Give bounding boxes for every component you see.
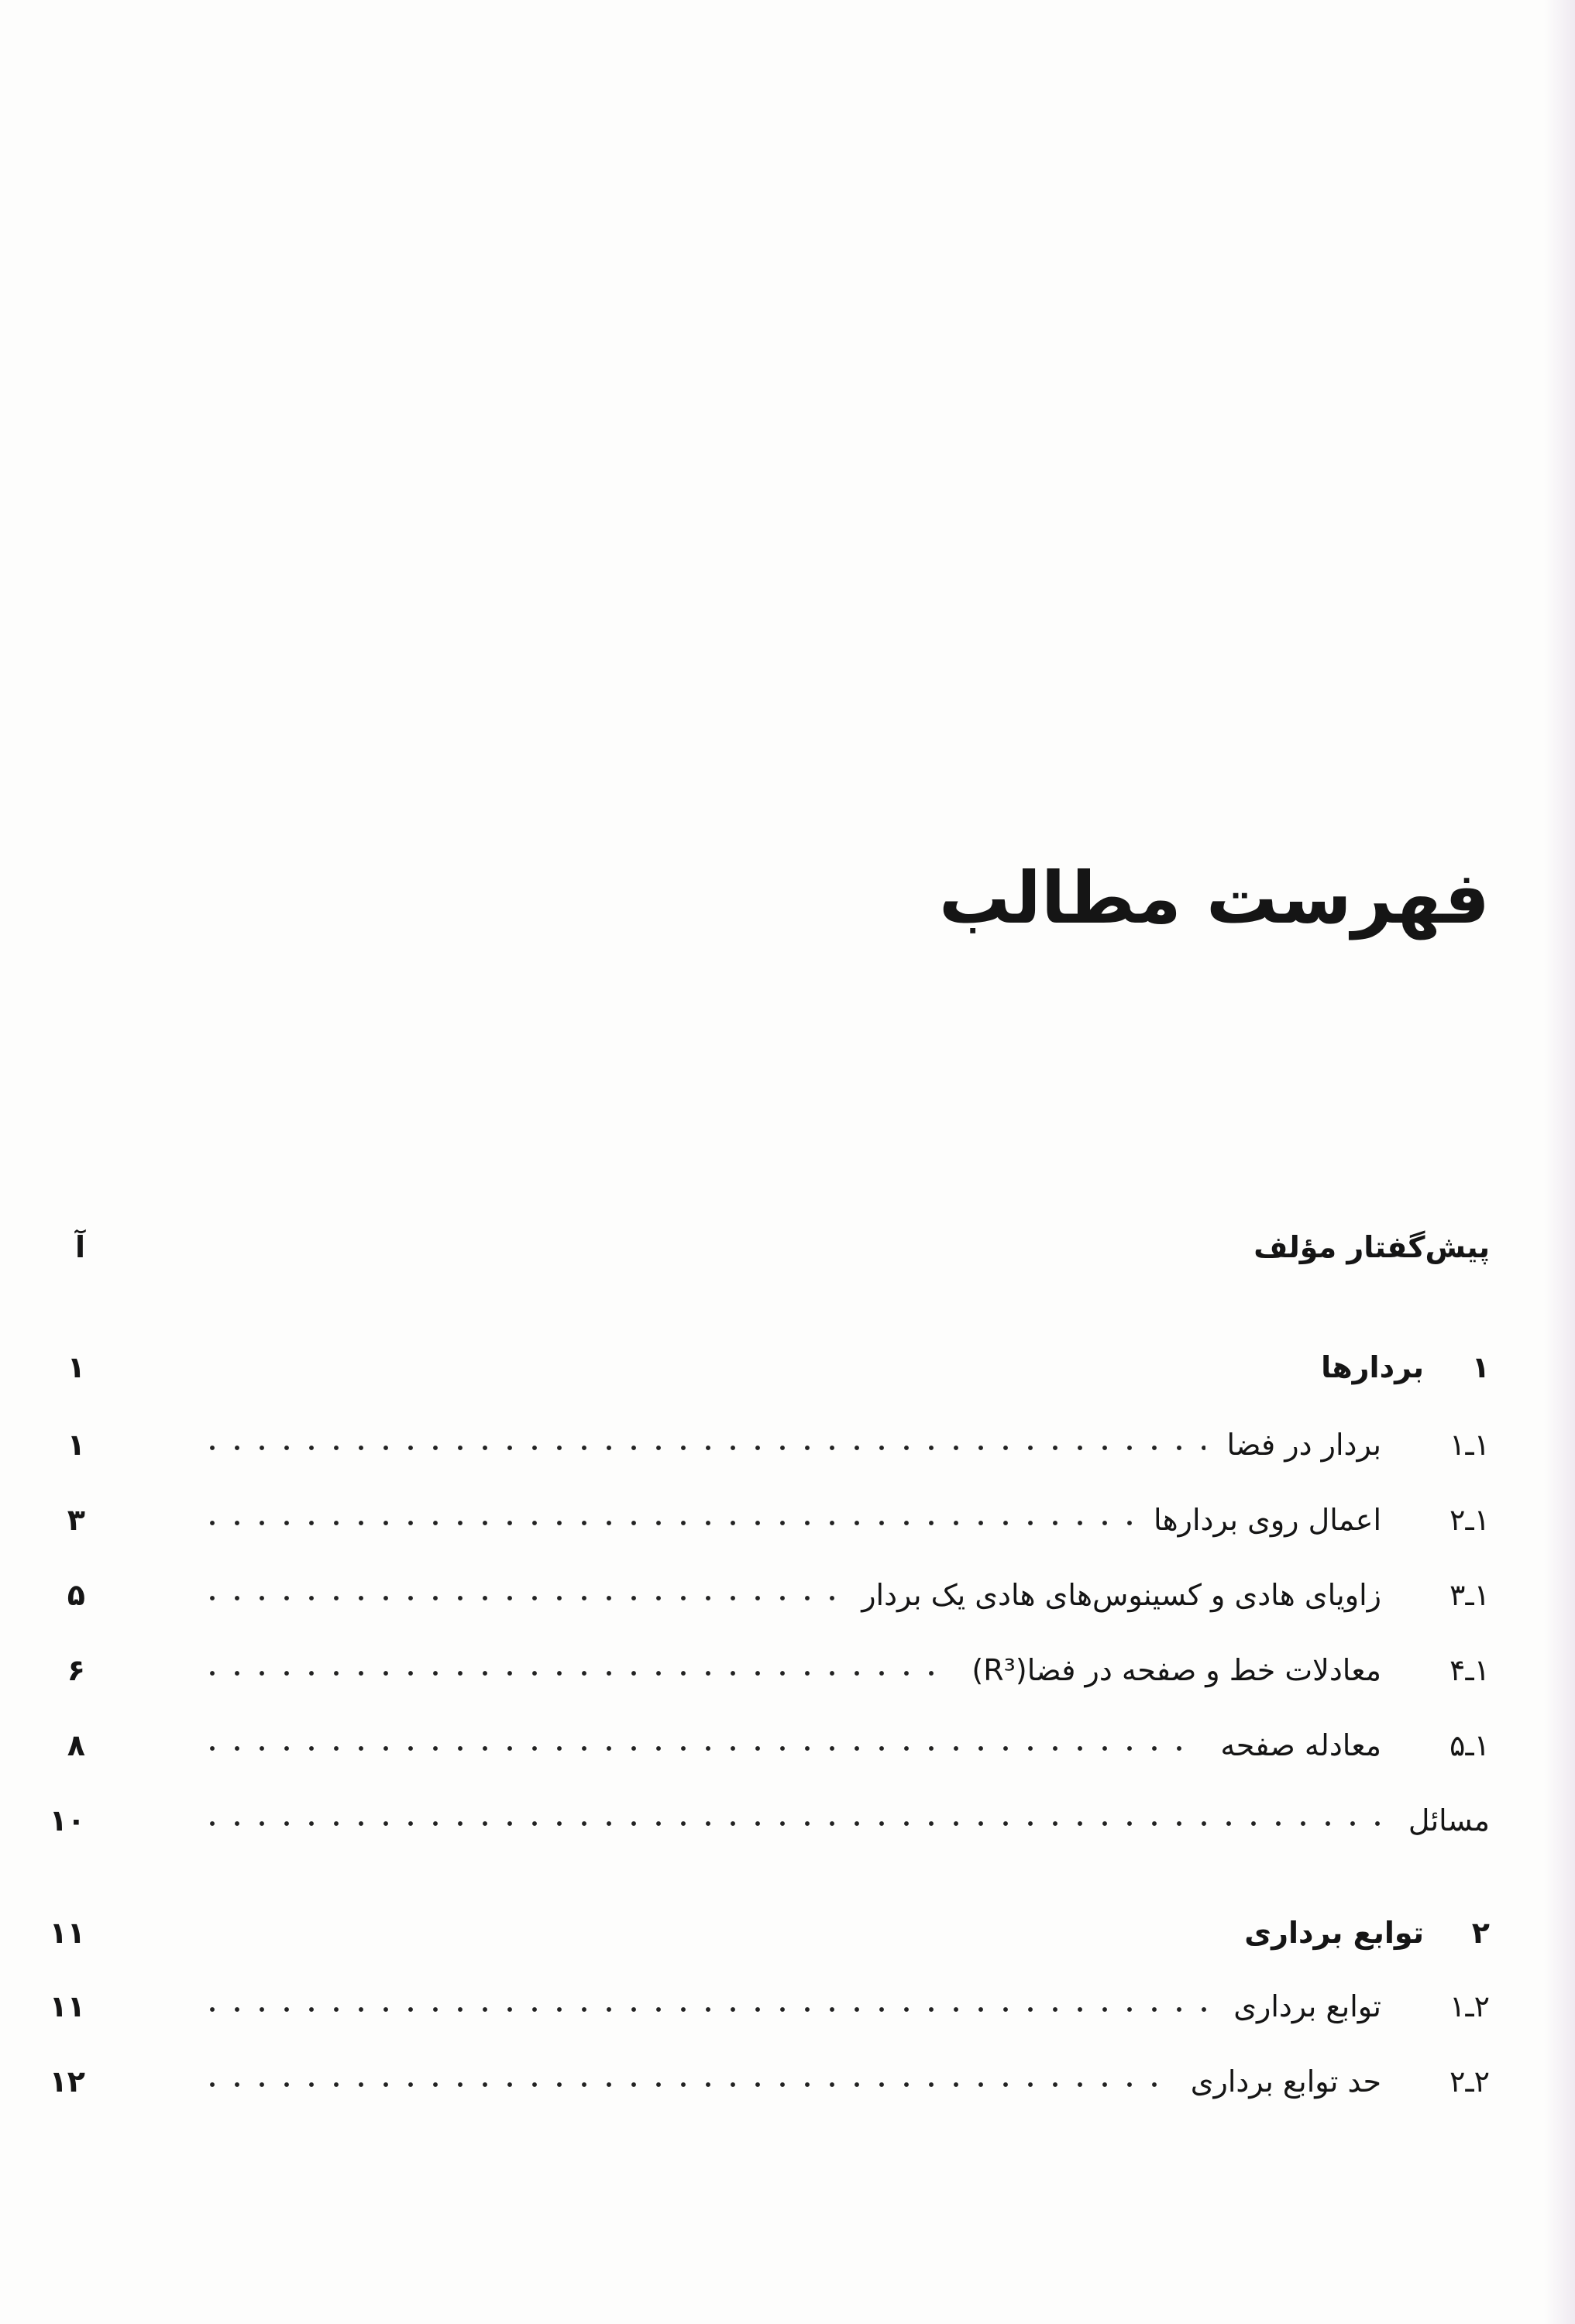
- section-title: زاویای هادی و کسینوس‌های هادی یک بردار: [861, 1578, 1381, 1612]
- toc-chapter-2[interactable]: [163, 1906, 1490, 1960]
- section-title: معادلات خط و صفحه در فضا(R³): [971, 1653, 1381, 1687]
- toc-page-number: ۸: [67, 1728, 85, 1762]
- section-number: ۲ـ۱: [1449, 1989, 1490, 2023]
- toc-section-1-1[interactable]: [163, 1418, 1490, 1472]
- toc-section-2-2[interactable]: [163, 2054, 1490, 2109]
- toc-page-number: ۳: [67, 1503, 85, 1537]
- chapter-title: بردارها: [1321, 1350, 1424, 1384]
- toc-page-number: ۱: [67, 1350, 85, 1384]
- toc-page-number: آ: [74, 1230, 85, 1264]
- dot-leader: [200, 1745, 1198, 1752]
- toc-page-number: ۱۲: [49, 2064, 85, 2099]
- section-title: توابع برداری: [1233, 1989, 1381, 2023]
- section-number: ۱ـ۱: [1449, 1428, 1490, 1462]
- toc-section-1-4[interactable]: [163, 1643, 1490, 1697]
- section-title: معادله صفحه: [1220, 1728, 1381, 1762]
- dot-leader: [200, 1820, 1387, 1827]
- toc-section-1-3[interactable]: [163, 1568, 1490, 1622]
- section-number: ۱ـ۵: [1449, 1728, 1490, 1762]
- section-number: ۱ـ۲: [1449, 1503, 1490, 1537]
- chapter-number: ۲: [1471, 1916, 1490, 1950]
- section-title: اعمال روی بردارها: [1154, 1503, 1381, 1537]
- dot-leader: [200, 2006, 1212, 2013]
- toc-entry-label: پیش‌گفتار مؤلف: [1253, 1230, 1490, 1264]
- chapter-number: ۱: [1471, 1350, 1490, 1384]
- dot-leader: [200, 1670, 950, 1676]
- section-title: بردار در فضا: [1226, 1428, 1381, 1462]
- dot-leader: [200, 2082, 1169, 2088]
- toc-section-2-1[interactable]: [163, 1979, 1490, 2033]
- section-number: ۱ـ۳: [1449, 1578, 1490, 1612]
- dot-leader: [200, 1445, 1205, 1451]
- toc-entry-preface[interactable]: [163, 1220, 1490, 1274]
- toc-problems-1[interactable]: [163, 1793, 1490, 1848]
- toc-page-number: ۶: [67, 1653, 85, 1687]
- toc-page-number: ۵: [67, 1578, 85, 1612]
- dot-leader: [200, 1520, 1132, 1526]
- dot-leader: [200, 1595, 840, 1601]
- toc-page-number: ۱۰: [49, 1803, 85, 1838]
- page-title: فهرست مطالب: [938, 857, 1490, 940]
- toc-section-1-5[interactable]: [163, 1718, 1490, 1772]
- section-number: ۱ـ۴: [1449, 1653, 1490, 1687]
- toc-page-number: ۱: [67, 1428, 85, 1462]
- toc-page-number: ۱۱: [49, 1989, 85, 2023]
- problems-label: مسائل: [1408, 1803, 1490, 1838]
- section-number: ۲ـ۲: [1449, 2064, 1490, 2099]
- toc-chapter-1[interactable]: [163, 1340, 1490, 1394]
- toc-page-number: ۱۱: [49, 1916, 85, 1950]
- toc-section-1-2[interactable]: [163, 1493, 1490, 1547]
- chapter-title: توابع برداری: [1244, 1916, 1424, 1950]
- section-title: حد توابع برداری: [1190, 2064, 1381, 2099]
